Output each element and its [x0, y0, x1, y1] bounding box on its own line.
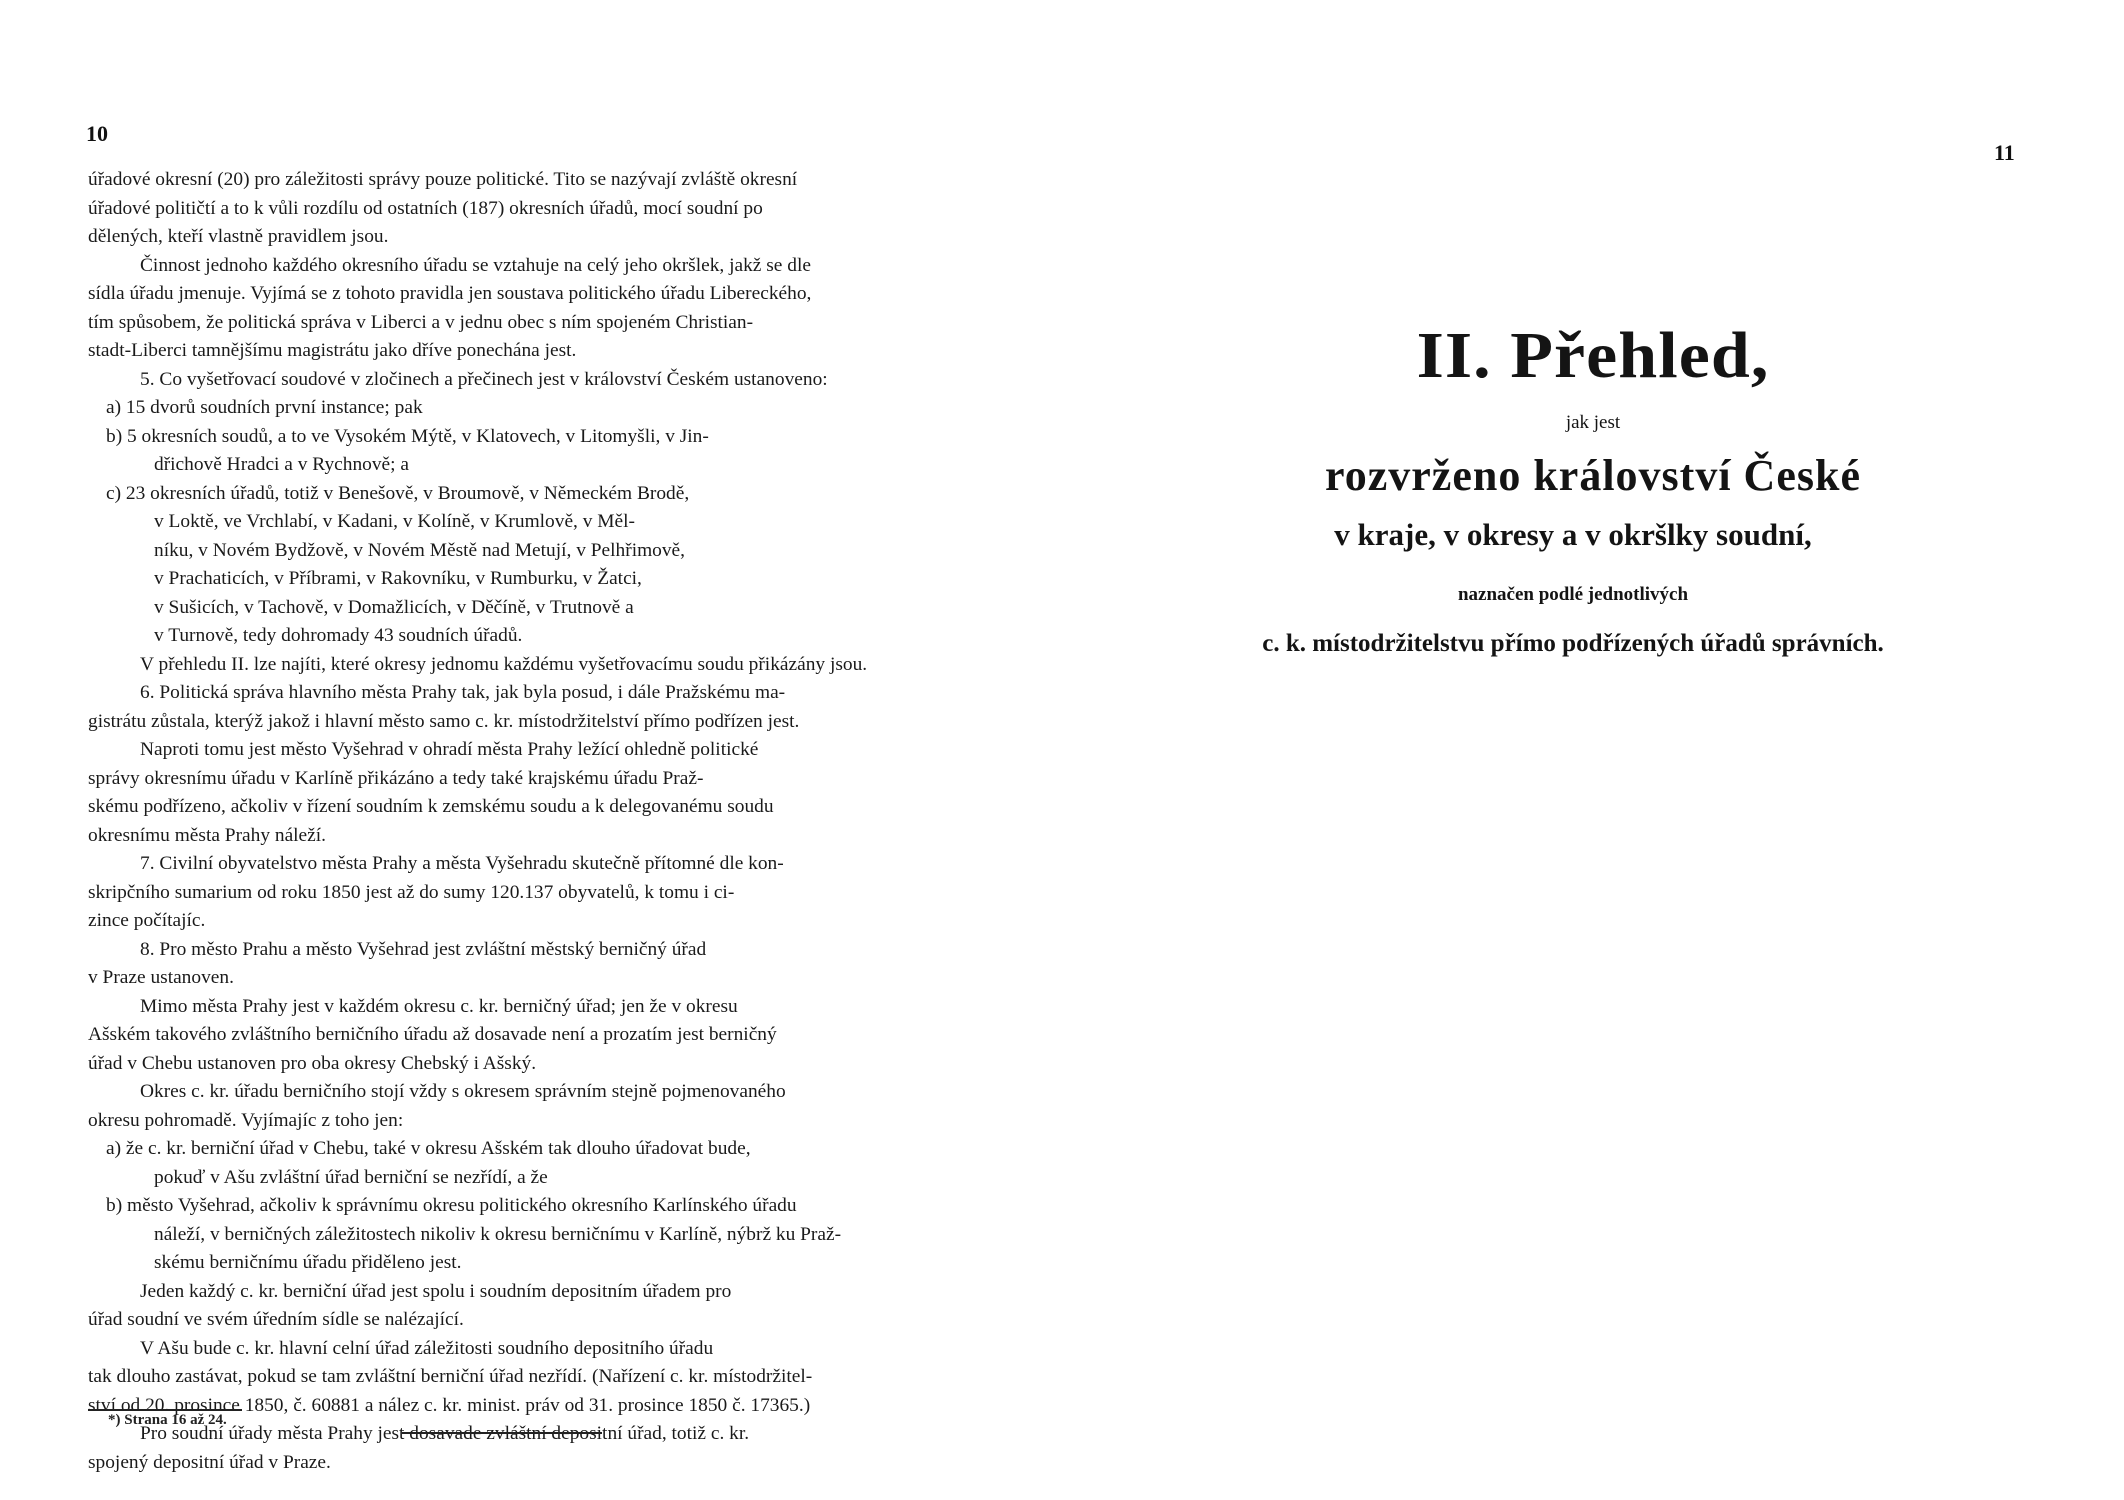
text-line: zince počítajíc.: [88, 910, 206, 931]
list-item: a) 15 dvorů soudních první instance; pak: [106, 397, 423, 418]
list-item-continuation: náleží, v berničných záležitostech nikoliv k okresu berničnímu v Karlíně, nýbrž ku Praž-: [154, 1223, 842, 1245]
text-line: úřad soudní ve svém úředním sídle se nalézající.: [88, 1309, 464, 1330]
list-item: b) město Vyšehrad, ačkoliv k správnímu okresu politického okresního Karlínského úřadu: [106, 1195, 797, 1216]
text-line: V Ašu bude c. kr. hlavní celní úřad záležitosti soudního depositního úřadu: [140, 1337, 714, 1359]
footnote-divider: [88, 1409, 242, 1411]
text-line: tím spůsobem, že politická správa v Liberci a v jednu obec s ním spojeném Christian-: [88, 311, 754, 333]
text-line: stadt-Liberci tamnějšímu magistrátu jako dříve ponechána jest.: [88, 340, 577, 361]
left-page-body: [88, 166, 988, 1477]
text-line: Ašském takového zvláštního berničního úřadu až dosavade není a prozatím jest berničný: [88, 1024, 777, 1045]
text-line: Naproti tomu jest město Vyšehrad v ohradí města Prahy ležící ohledně politické: [140, 739, 759, 760]
text-line: okresu pohromadě. Vyjímajíc z toho jen:: [88, 1109, 404, 1131]
text-line: Činnost jednoho každého okresního úřadu se vztahuje na celý jeho okršlek, jakž se dle: [140, 254, 811, 276]
text-line: ství od 20. prosince 1850, č. 60881 a nález c. kr. minist. práv od 31. prosince 1850 č. 17365.): [88, 1394, 811, 1416]
list-item-continuation: v Turnově, tedy dohromady 43 soudních úřadů.: [154, 625, 523, 646]
text-line: Jeden každý c. kr. berniční úřad jest spolu i soudním depositním úřadem pro: [140, 1280, 732, 1302]
text-line: spojený depositní úřad v Praze.: [88, 1451, 331, 1473]
right-page: [1062, 0, 2124, 1500]
right-page-number: 11: [1994, 140, 2015, 165]
title-line-1: jak jest: [1565, 412, 1621, 433]
text-line: úřadové okresní (20) pro záležitosti správy pouze politické. Tito se nazývají zvláště okresní: [88, 169, 798, 190]
page-bottom-divider: [402, 1432, 602, 1434]
text-line: 5. Co vyšetřovací soudové v zločinech a přečinech jest v království Českém ustanoveno:: [140, 368, 828, 390]
footnote: *) Strana 16 až 24.: [108, 1412, 227, 1428]
title-line-3: v kraje, v okresy a v okršlky soudní,: [1334, 517, 1812, 552]
text-line: Okres c. kr. úřadu berničního stojí vždy s okresem správním stejně pojmenovaného: [140, 1081, 786, 1102]
text-line: 6. Politická správa hlavního města Prahy tak, jak byla posud, i dále Pražskému ma-: [140, 682, 786, 703]
list-item-continuation: níku, v Novém Bydžově, v Novém Městě nad Metují, v Pelhřimově,: [154, 539, 686, 561]
text-line: 7. Civilní obyvatelstvo města Prahy a města Vyšehradu skutečně přítomné dle kon-: [140, 853, 784, 874]
text-line: úřadové političtí a to k vůli rozdílu od ostatních (187) okresních úřadů, mocí soudní po: [88, 197, 763, 219]
list-item-continuation: v Prachaticích, v Příbrami, v Rakovníku, v Rumburku, v Žatci,: [154, 568, 642, 589]
list-item: b) 5 okresních soudů, a to ve Vysokém Mýtě, v Klatovech, v Litomyšli, v Jin-: [106, 425, 709, 447]
text-line: skripčního sumarium od roku 1850 jest až do sumy 120.137 obyvatelů, k tomu i ci-: [88, 881, 735, 903]
text-line: správy okresnímu úřadu v Karlíně přikázáno a tedy také krajskému úřadu Praž-: [88, 767, 704, 789]
text-line: 8. Pro město Prahu a město Vyšehrad jest zvláštní městský berničný úřad: [140, 938, 707, 960]
list-item: a) že c. kr. berniční úřad v Chebu, také v okresu Ašském tak dlouho úřadovat bude,: [106, 1138, 751, 1159]
text-line: tak dlouho zastávat, pokud se tam zvláštní berniční úřad nezřídí. (Nařízení c. kr. místodržitel-: [88, 1366, 813, 1387]
list-item-continuation: skému berničnímu úřadu přiděleno jest.: [154, 1252, 462, 1273]
text-line: úřad v Chebu ustanoven pro oba okresy Chebský i Ašský.: [88, 1052, 537, 1074]
left-page-number: 10: [86, 121, 108, 146]
text-line: dělených, kteří vlastně pravidlem jsou.: [88, 226, 389, 247]
text-line: sídla úřadu jmenuje. Vyjímá se z tohoto pravidla jen soustava politického úřadu Libereckého,: [88, 283, 812, 304]
title-line-2: rozvrženo království České: [1325, 451, 1861, 500]
list-item-continuation: v Loktě, ve Vrchlabí, v Kadani, v Kolíně, v Krumlově, v Měl-: [154, 511, 635, 532]
text-line: V přehledu II. lze najíti, které okresy jednomu každému vyšetřovacímu soudu přikázány jsou.: [140, 653, 868, 675]
text-line: Mimo města Prahy jest v každém okresu c. kr. berničný úřad; jen že v okresu: [140, 995, 738, 1017]
title-line-4: naznačen podlé jednotlivých: [1457, 584, 1689, 605]
list-item-continuation: pokuď v Ašu zvláštní úřad berniční se nezřídí, a že: [154, 1166, 548, 1188]
text-line: v Praze ustanoven.: [88, 967, 234, 988]
list-item: c) 23 okresních úřadů, totiž v Benešově, v Broumově, v Německém Brodě,: [106, 482, 690, 504]
list-item-continuation: dřichově Hradci a v Rychnově; a: [154, 454, 409, 475]
section-title: II. Přehled,: [1416, 319, 1770, 392]
list-item-continuation: v Sušicích, v Tachově, v Domažlicích, v Děčíně, v Trutnově a: [154, 596, 634, 618]
text-line: Pro soudní úřady města Prahy jest dosavade zvláštní depositní úřad, totiž c. kr.: [140, 1423, 750, 1444]
text-line: gistrátu zůstala, kterýž jakož i hlavní město samo c. kr. místodržitelství přímo podřízen jest.: [88, 710, 800, 732]
title-line-5: c. k. místodržitelstvu přímo podřízených úřadů správních.: [1262, 630, 1884, 657]
text-line: skému podřízeno, ačkoliv v řízení soudním k zemskému soudu a k delegovanému soudu: [88, 796, 774, 817]
text-line: okresnímu města Prahy náleží.: [88, 824, 327, 846]
